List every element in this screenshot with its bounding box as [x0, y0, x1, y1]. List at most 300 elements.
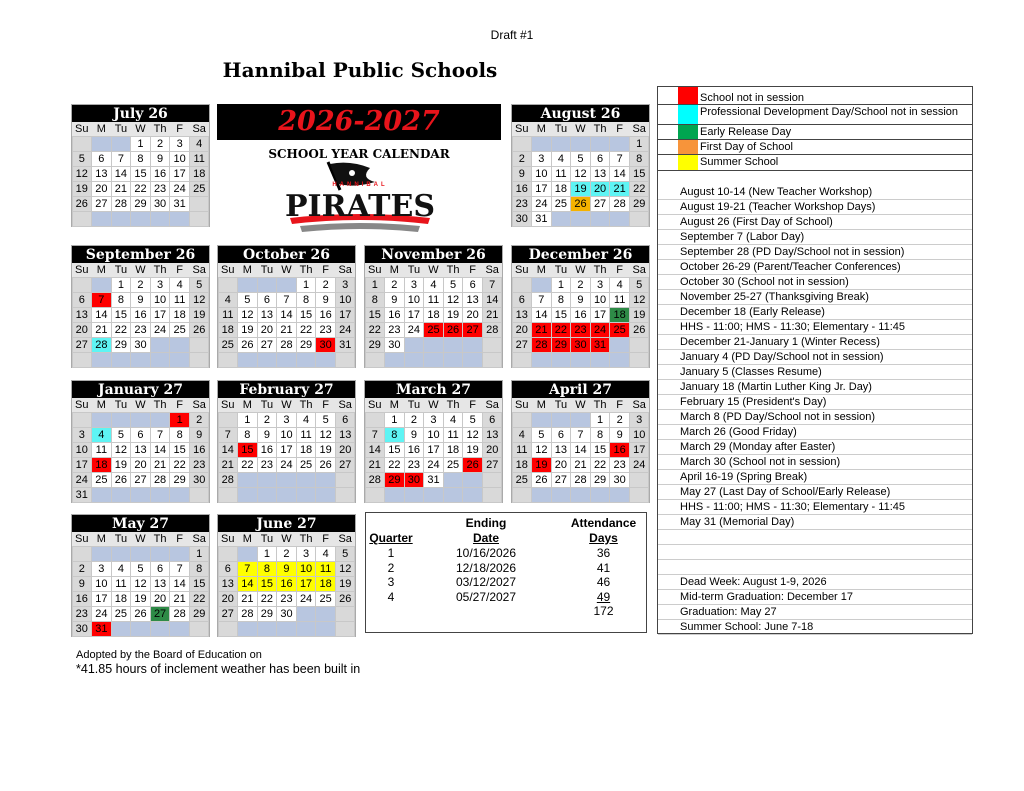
day-cell-marked: 26	[443, 322, 464, 338]
event-item-text: March 8 (PD Day/School not in session)	[680, 411, 876, 423]
ending-date: 05/27/2027	[455, 589, 517, 604]
day-cell: 25	[189, 181, 210, 197]
day-cell: 3	[531, 151, 552, 167]
day-cell-marked: 30	[570, 337, 591, 353]
day-cell: 7	[276, 292, 297, 308]
legend-panel	[657, 86, 973, 634]
day-cell: 3	[72, 427, 93, 443]
day-name: Sa	[189, 122, 209, 136]
empty-cell	[150, 487, 171, 503]
day-cell: 5	[531, 427, 552, 443]
info-item	[658, 620, 972, 635]
day-cell: 8	[169, 427, 190, 443]
day-cell: 27	[72, 337, 93, 353]
day-cell: 24	[404, 322, 425, 338]
day-cell: 31	[531, 211, 552, 227]
day-name: W	[571, 263, 591, 277]
empty-cell	[315, 606, 336, 622]
day-cell: 20	[512, 322, 533, 338]
month-title: September 26	[72, 246, 209, 263]
day-cell: 1	[365, 277, 386, 293]
empty-cell	[443, 352, 464, 368]
empty-cell	[384, 487, 405, 503]
month-title: November 26	[365, 246, 502, 263]
day-cell: 5	[237, 292, 258, 308]
empty-cell	[237, 487, 258, 503]
empty-cell	[315, 352, 336, 368]
days-header: Days	[589, 531, 618, 545]
empty-cell	[629, 487, 650, 503]
day-cell: 25	[551, 196, 572, 212]
day-cell: 14	[218, 442, 239, 458]
empty-cell	[218, 412, 239, 428]
day-cell: 15	[189, 576, 210, 592]
empty-cell	[237, 277, 258, 293]
empty-cell	[335, 621, 356, 637]
day-cell: 24	[629, 457, 650, 473]
day-cell: 10	[629, 427, 650, 443]
day-cell-marked: 8	[384, 427, 405, 443]
event-item	[658, 185, 972, 200]
empty-cell	[629, 211, 650, 227]
legend-item	[658, 140, 972, 155]
empty-cell	[531, 412, 552, 428]
empty-cell	[237, 621, 258, 637]
empty-cell	[257, 487, 278, 503]
day-cell: 1	[189, 546, 210, 562]
day-cell: 6	[257, 292, 278, 308]
empty-cell	[111, 136, 132, 152]
day-name: W	[571, 122, 591, 136]
day-cell: 1	[111, 277, 132, 293]
day-cell-marked: 24	[590, 322, 611, 338]
day-cell: 20	[257, 322, 278, 338]
month-september-26	[71, 245, 210, 368]
day-cell-marked: 15	[237, 442, 258, 458]
day-cell: 3	[296, 546, 317, 562]
day-cell: 13	[72, 307, 93, 323]
day-cell: 18	[189, 166, 210, 182]
day-cell-marked: 23	[570, 322, 591, 338]
day-cell: 13	[91, 166, 112, 182]
day-cell: 11	[169, 292, 190, 308]
day-cell: 8	[629, 151, 650, 167]
day-cell: 31	[423, 472, 444, 488]
day-cell: 13	[130, 442, 151, 458]
day-cell: 8	[365, 292, 386, 308]
day-cell: 9	[257, 427, 278, 443]
day-name: Sa	[482, 263, 502, 277]
event-item-text: October 26-29 (Parent/Teacher Conferences)	[680, 261, 901, 273]
empty-cell	[169, 546, 190, 562]
empty-cell	[91, 352, 112, 368]
day-cell: 23	[512, 196, 533, 212]
day-cell: 17	[72, 457, 93, 473]
day-cell: 3	[150, 277, 171, 293]
event-item	[658, 200, 972, 215]
empty-cell	[130, 412, 151, 428]
day-cell: 29	[189, 606, 210, 622]
day-name: Th	[443, 398, 463, 412]
day-cell: 28	[482, 322, 503, 338]
date-header: Date	[472, 531, 499, 545]
quarter-number: 1	[387, 546, 395, 560]
day-cell: 21	[365, 457, 386, 473]
legend-swatch	[678, 155, 698, 170]
empty-cell	[482, 487, 503, 503]
day-cell: 27	[590, 196, 611, 212]
attendance-days: 46	[596, 575, 611, 589]
day-cell: 9	[130, 292, 151, 308]
day-cell: 24	[169, 181, 190, 197]
day-cell-marked: 14	[237, 576, 258, 592]
day-cell: 2	[384, 277, 405, 293]
day-cell: 8	[111, 292, 132, 308]
day-cell: 12	[570, 166, 591, 182]
day-cell: 10	[150, 292, 171, 308]
day-cell: 2	[404, 412, 425, 428]
empty-cell	[365, 352, 386, 368]
day-cell: 14	[91, 307, 112, 323]
day-cell: 8	[551, 292, 572, 308]
day-name: F	[316, 532, 336, 546]
empty-cell	[111, 487, 132, 503]
legend-swatch	[678, 87, 698, 104]
day-cell: 29	[257, 606, 278, 622]
day-cell: 17	[629, 442, 650, 458]
day-cell: 13	[482, 427, 503, 443]
day-cell: 19	[443, 307, 464, 323]
day-name: Tu	[257, 398, 277, 412]
day-cell-marked: 17	[296, 576, 317, 592]
day-name: Su	[72, 122, 92, 136]
event-item	[658, 350, 972, 365]
empty-cell	[91, 412, 112, 428]
day-cell: 13	[590, 166, 611, 182]
day-cell-marked: 25	[609, 322, 630, 338]
day-cell: 4	[512, 427, 533, 443]
event-item-text: August 26 (First Day of School)	[680, 216, 833, 228]
empty-cell	[218, 277, 239, 293]
day-cell: 4	[296, 412, 317, 428]
day-name: W	[571, 398, 591, 412]
day-name: F	[463, 398, 483, 412]
month-december-26	[511, 245, 650, 368]
attendance-days: 49	[596, 589, 611, 604]
day-cell: 7	[150, 427, 171, 443]
empty-cell	[169, 211, 190, 227]
day-cell: 23	[404, 457, 425, 473]
day-cell: 13	[512, 307, 533, 323]
day-cell-marked: 31	[590, 337, 611, 353]
day-cell: 10	[91, 576, 112, 592]
day-cell: 16	[570, 307, 591, 323]
day-name: W	[131, 122, 151, 136]
empty-cell	[609, 337, 630, 353]
day-name: M	[385, 398, 405, 412]
event-item	[658, 335, 972, 350]
day-name: W	[277, 398, 297, 412]
ending-date: 03/12/2027	[455, 575, 517, 589]
day-cell: 1	[590, 412, 611, 428]
empty-cell	[130, 487, 151, 503]
day-name: W	[277, 532, 297, 546]
empty-cell	[404, 337, 425, 353]
day-cell: 9	[384, 292, 405, 308]
day-cell: 3	[629, 412, 650, 428]
empty-cell	[404, 487, 425, 503]
day-cell: 1	[257, 546, 278, 562]
day-cell: 12	[237, 307, 258, 323]
day-cell: 21	[150, 457, 171, 473]
month-title: April 27	[512, 381, 649, 398]
day-cell: 24	[150, 322, 171, 338]
day-cell: 9	[72, 576, 93, 592]
day-cell: 29	[296, 337, 317, 353]
empty-cell	[189, 337, 210, 353]
day-cell: 11	[609, 292, 630, 308]
day-cell: 2	[257, 412, 278, 428]
day-cell: 16	[257, 442, 278, 458]
ending-date: 10/16/2026	[455, 546, 517, 560]
empty-cell	[570, 412, 591, 428]
empty-cell	[237, 352, 258, 368]
empty-cell	[296, 352, 317, 368]
day-cell: 22	[257, 591, 278, 607]
empty-cell	[91, 487, 112, 503]
event-item	[658, 440, 972, 455]
day-cell: 5	[111, 427, 132, 443]
inclement-weather-note: *41.85 hours of inclement weather has been built in	[76, 662, 361, 676]
day-cell: 9	[609, 427, 630, 443]
day-cell: 17	[91, 591, 112, 607]
day-cell: 16	[315, 307, 336, 323]
day-cell: 15	[590, 442, 611, 458]
day-cell-marked: 27	[462, 322, 483, 338]
event-item	[658, 410, 972, 425]
event-item-text: December 18 (Early Release)	[680, 306, 825, 318]
empty-cell	[590, 487, 611, 503]
day-cell: 5	[130, 561, 151, 577]
event-item	[658, 275, 972, 290]
day-cell: 4	[111, 561, 132, 577]
event-item	[658, 395, 972, 410]
day-name: M	[238, 263, 258, 277]
event-item-text: September 7 (Labor Day)	[680, 231, 805, 243]
empty-cell	[551, 487, 572, 503]
day-cell: 10	[169, 151, 190, 167]
day-cell: 8	[189, 561, 210, 577]
event-item	[658, 215, 972, 230]
legend-label: Summer School	[700, 156, 779, 168]
quarter-header: Quarter	[369, 531, 413, 545]
event-item-text: August 10-14 (New Teacher Workshop)	[680, 186, 873, 198]
event-item	[658, 455, 972, 470]
day-cell: 30	[150, 196, 171, 212]
day-cell: 16	[189, 442, 210, 458]
day-cell: 30	[384, 337, 405, 353]
empty-cell	[111, 546, 132, 562]
day-cell: 24	[531, 196, 552, 212]
empty-cell	[531, 352, 552, 368]
day-cell: 11	[218, 307, 239, 323]
day-cell: 16	[72, 591, 93, 607]
day-cell: 6	[512, 292, 533, 308]
day-cell: 5	[72, 151, 93, 167]
month-february-27	[217, 380, 356, 503]
empty-cell	[257, 472, 278, 488]
day-cell: 28	[609, 196, 630, 212]
day-cell: 12	[629, 292, 650, 308]
day-cell: 11	[296, 427, 317, 443]
day-cell: 9	[404, 427, 425, 443]
day-name: M	[532, 398, 552, 412]
event-item	[658, 320, 972, 335]
day-cell: 3	[169, 136, 190, 152]
empty-cell	[72, 412, 93, 428]
day-cell: 7	[531, 292, 552, 308]
event-item	[658, 470, 972, 485]
day-cell: 24	[276, 457, 297, 473]
day-cell: 23	[72, 606, 93, 622]
day-cell: 12	[443, 292, 464, 308]
day-name: Tu	[111, 263, 131, 277]
day-cell: 18	[169, 307, 190, 323]
day-cell: 14	[531, 307, 552, 323]
empty-cell	[111, 621, 132, 637]
day-cell: 20	[335, 442, 356, 458]
empty-cell	[91, 546, 112, 562]
event-item	[658, 425, 972, 440]
empty-cell	[512, 136, 533, 152]
empty-cell	[150, 337, 171, 353]
month-april-27	[511, 380, 650, 503]
event-item	[658, 485, 972, 500]
day-name: W	[131, 398, 151, 412]
day-cell: 15	[169, 442, 190, 458]
day-cell: 25	[218, 337, 239, 353]
day-cell: 9	[150, 151, 171, 167]
day-cell: 6	[482, 412, 503, 428]
day-cell: 16	[404, 442, 425, 458]
empty-cell	[189, 211, 210, 227]
day-name: Sa	[482, 398, 502, 412]
month-title: March 27	[365, 381, 502, 398]
day-cell: 25	[296, 457, 317, 473]
day-name: Sa	[189, 263, 209, 277]
empty-cell	[237, 472, 258, 488]
day-cell: 18	[551, 181, 572, 197]
day-name: M	[532, 263, 552, 277]
month-title: February 27	[218, 381, 355, 398]
day-cell: 7	[169, 561, 190, 577]
day-name: M	[92, 532, 112, 546]
day-cell: 19	[111, 457, 132, 473]
month-august-26	[511, 104, 650, 227]
month-title: May 27	[72, 515, 209, 532]
day-cell: 14	[276, 307, 297, 323]
day-cell: 20	[72, 322, 93, 338]
day-name: Su	[512, 263, 532, 277]
empty-cell	[111, 412, 132, 428]
day-cell: 4	[315, 546, 336, 562]
day-cell: 14	[365, 442, 386, 458]
day-cell: 9	[189, 427, 210, 443]
empty-cell	[590, 211, 611, 227]
day-name: M	[92, 398, 112, 412]
empty-cell	[150, 546, 171, 562]
day-cell: 5	[335, 546, 356, 562]
day-cell: 6	[462, 277, 483, 293]
event-item-text: HHS - 11:00; HMS - 11:30; Elementary - 11:45	[680, 321, 905, 333]
day-cell: 7	[365, 427, 386, 443]
day-cell: 30	[609, 472, 630, 488]
empty-cell	[189, 487, 210, 503]
day-cell: 9	[570, 292, 591, 308]
day-cell: 22	[169, 457, 190, 473]
event-item	[658, 365, 972, 380]
day-cell: 17	[150, 307, 171, 323]
day-name: Tu	[404, 398, 424, 412]
day-cell: 15	[629, 166, 650, 182]
day-cell: 21	[276, 322, 297, 338]
empty-cell	[335, 352, 356, 368]
legend-swatch	[678, 125, 698, 139]
day-name: Su	[72, 532, 92, 546]
day-cell-marked: 19	[570, 181, 591, 197]
legend-label: Early Release Day	[700, 126, 792, 138]
day-name: Su	[72, 263, 92, 277]
day-cell: 25	[111, 606, 132, 622]
day-cell: 26	[315, 457, 336, 473]
day-name: M	[92, 263, 112, 277]
empty-cell	[609, 136, 630, 152]
day-cell: 28	[169, 606, 190, 622]
event-item-text: October 30 (School not in session)	[680, 276, 849, 288]
day-cell: 12	[111, 442, 132, 458]
day-cell: 7	[482, 277, 503, 293]
day-cell: 25	[443, 457, 464, 473]
quarter-number: 4	[387, 589, 395, 604]
day-cell: 25	[91, 472, 112, 488]
day-cell: 22	[629, 181, 650, 197]
day-name: Sa	[629, 398, 649, 412]
empty-cell	[423, 352, 444, 368]
day-cell: 7	[218, 427, 239, 443]
day-cell: 6	[218, 561, 239, 577]
event-item	[658, 260, 972, 275]
empty-cell	[130, 546, 151, 562]
day-cell: 10	[531, 166, 552, 182]
day-cell: 4	[189, 136, 210, 152]
day-cell: 21	[91, 322, 112, 338]
empty-cell	[296, 487, 317, 503]
empty-cell	[111, 211, 132, 227]
quarter-table	[365, 512, 647, 633]
event-item	[658, 500, 972, 515]
empty-cell	[570, 136, 591, 152]
year-banner: 2026-2027	[217, 104, 501, 140]
day-cell-marked: 18	[609, 307, 630, 323]
day-name: Sa	[629, 263, 649, 277]
day-name: Th	[296, 398, 316, 412]
empty-cell	[570, 487, 591, 503]
day-cell: 23	[189, 457, 210, 473]
day-name: Th	[590, 398, 610, 412]
day-cell: 18	[443, 442, 464, 458]
day-name: Su	[365, 263, 385, 277]
attendance-header: Attendance	[570, 516, 637, 530]
